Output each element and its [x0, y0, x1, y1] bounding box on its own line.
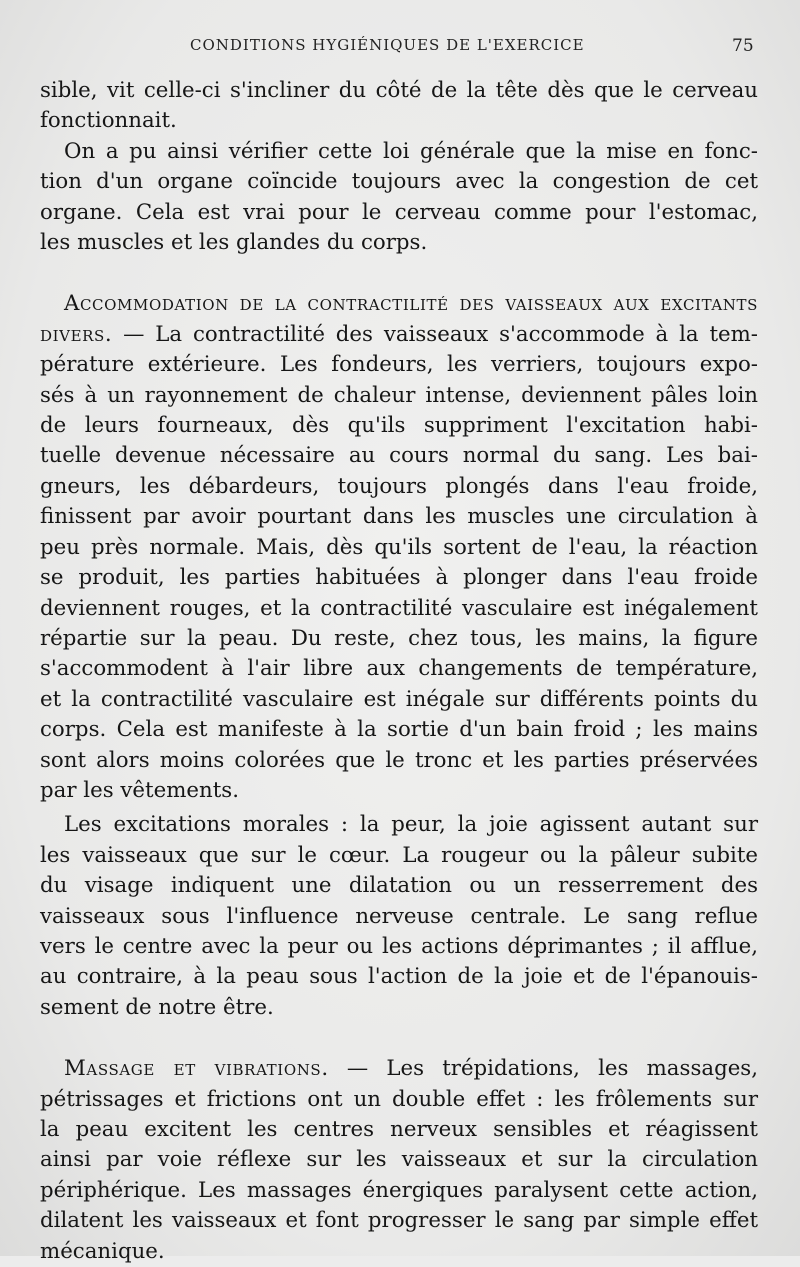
section-accommodation: [40, 289, 758, 806]
text-line: peu près normale. Mais, dès qu'ils sortent de l'eau, la réaction: [40, 534, 758, 560]
text-line: tuelle devenue nécessaire au cours normal du sang. Les bai-: [40, 443, 758, 469]
text-line: sont alors moins colorées que le tronc et les parties préservées: [40, 747, 758, 773]
section-heading: Accommodation de la contractilité des vaisseaux aux excitants: [64, 291, 758, 317]
text-line: [40, 1054, 758, 1084]
text-line: périphérique. Les massages énergiques paralysent cette action,: [40, 1177, 758, 1203]
text-line: fonctionnait.: [40, 108, 177, 134]
text-line: Les excitations morales : la peur, la joie agissent autant sur: [64, 812, 758, 838]
paragraph-continuation: [40, 76, 758, 137]
text-line: par les vêtements.: [40, 777, 239, 803]
text-line: au contraire, à la peau sous l'action de la joie et de l'épanouis-: [40, 964, 758, 990]
text-line: tion d'un organe coïncide toujours avec la congestion de cet: [40, 169, 758, 195]
text-line: vers le centre avec la peur ou les actions déprimantes ; il afflue,: [40, 933, 758, 959]
text-line: mécanique.: [40, 1238, 165, 1264]
text-line: se produit, les parties habituées à plonger dans l'eau froide: [40, 565, 758, 591]
text-line: pérature extérieure. Les fondeurs, les verriers, toujours expo-: [40, 352, 758, 378]
section-massage: [40, 1054, 758, 1267]
text-line: sement de notre être.: [40, 994, 274, 1020]
paragraph-moral-excitations: [40, 810, 758, 1023]
text-line: dilatent les vaisseaux et font progresser le sang par simple effet: [40, 1208, 758, 1234]
text-line: répartie sur la peau. Du reste, chez tous, les mains, la figure: [40, 625, 758, 651]
text-line: du visage indiquent une dilatation ou un resserrement des: [40, 873, 758, 899]
text-line: sés à un rayonnement de chaleur intense, deviennent pâles loin: [40, 382, 758, 408]
text-line-fragment: — Les trépidations, les massages,: [346, 1056, 758, 1082]
page-number: 75: [732, 36, 754, 56]
paragraph-congestion-law: [40, 137, 758, 259]
text-line: organe. Cela est vrai pour le cerveau comme pour l'estomac,: [40, 199, 758, 225]
text-line: la peau excitent les centres nerveux sensibles et réagissent: [40, 1117, 758, 1142]
text-line: pétrissages et frictions ont un double effet : les frôlements sur: [40, 1086, 758, 1112]
text-line: ainsi par voie réflexe sur les vaisseaux et sur la circulation: [40, 1147, 758, 1173]
text-line: les vaisseaux que sur le cœur. La rougeur ou la pâleur subite: [40, 842, 758, 868]
section-heading-tail: divers.: [40, 321, 113, 347]
text-line: finissent par avoir pourtant dans les muscles une circulation à: [40, 504, 758, 530]
text-line: et la contractilité vasculaire est inégale sur différents points du: [40, 686, 758, 712]
page-body: [40, 76, 758, 1267]
text-line: [40, 320, 758, 350]
text-line: gneurs, les débardeurs, toujours plongés dans l'eau froide,: [40, 473, 758, 499]
text-line: sible, vit celle-ci s'incliner du côté de la tête dès que le cerveau: [40, 78, 758, 103]
text-line: de leurs fourneaux, dès qu'ils suppriment l'excitation habi-: [40, 413, 758, 439]
text-line: s'accommodent à l'air libre aux changements de température,: [40, 656, 758, 682]
text-line: corps. Cela est manifeste à la sortie d'un bain froid ; les mains: [40, 717, 758, 743]
text-line-fragment: — La contractilité des vaisseaux s'accommode à la tem-: [123, 321, 758, 347]
text-line: deviennent rouges, et la contractilité vasculaire est inégalement: [40, 595, 758, 621]
page-header: [0, 36, 800, 58]
section-heading: Massage et vibrations.: [64, 1056, 329, 1082]
text-line: On a pu ainsi vérifier cette loi générale que la mise en fonc-: [64, 138, 758, 164]
running-title: CONDITIONS HYGIÉNIQUES DE L'EXERCICE: [190, 36, 585, 54]
text-line: les muscles et les glandes du corps.: [40, 230, 428, 256]
text-line: vaisseaux sous l'influence nerveuse centrale. Le sang reflue: [40, 903, 758, 929]
